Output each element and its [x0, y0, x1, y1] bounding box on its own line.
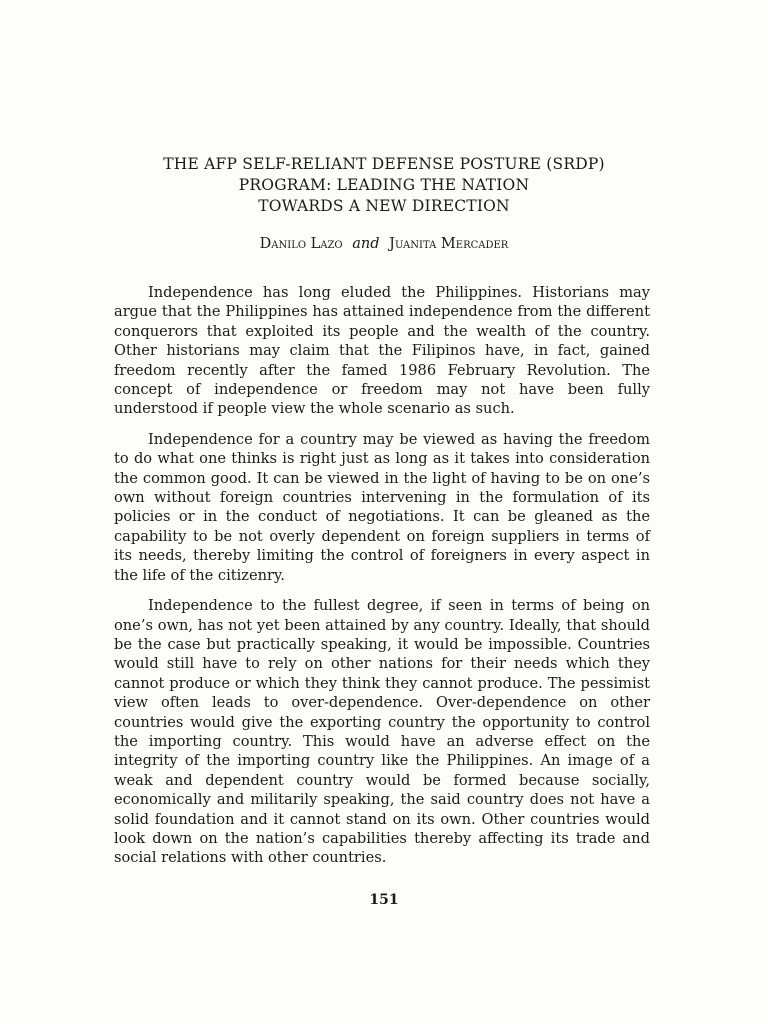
paragraph-3: Independence to the fullest degree, if seen in terms of being on one’s own, has not yet been attained by any country. Ideally, that should be the case but practically speaking, it would be impossible. Countries would still have to rely on other nations for their needs which they cannot produce or which they think they cannot produce. The pessimist view often leads to over-dependence. Over-dependence on other countries would give the exporting country the opportunity to control the importing country. This would have an adverse effect on the integrity of the importing country like the Philippines. An image of a weak and dependent country would be formed because socially, economically and militarily speaking, the said country does not have a solid foundation and it cannot stand on its own. Other countries would look down on the nation’s capabilities thereby affecting its trade and social relations with other countries.	[114, 597, 650, 867]
author-1: Danilo Lazo	[259, 236, 343, 252]
author-conjunction: and	[352, 236, 380, 252]
paragraph-1: Independence has long eluded the Philippines. Historians may argue that the Philippines has attained independence from the different conquerors that exploited its people and the wealth of the country. Other historians may claim that the Filipinos have, in fact, gained freedom recently after the famed 1986 February Revolution. The concept of independence or freedom may not have been fully understood if people view the whole scenario as such.	[114, 284, 650, 418]
article-body	[114, 283, 650, 879]
title-line-1: THE AFP SELF-RELIANT DEFENSE POSTURE (SRDP)	[163, 155, 605, 173]
author-line	[100, 235, 668, 253]
page-number: 151	[369, 892, 399, 908]
title-line-3: TOWARDS A NEW DIRECTION	[258, 197, 510, 215]
paragraph-2: Independence for a country may be viewed as having the freedom to do what one thinks is right just as long as it takes into consideration the common good. It can be viewed in the light of having to be on one’s own without foreign countries intervening in the formulation of its policies or in the conduct of negotiations. It can be gleaned as the capability to be not overly dependent on foreign suppliers in terms of its needs, thereby limiting the control of foreigners in every aspect in the life of the citizenry.	[114, 430, 650, 584]
author-2: Juanita Mercader	[389, 236, 509, 252]
title-line-2: PROGRAM: LEADING THE NATION	[238, 176, 530, 194]
article-title	[100, 154, 668, 217]
